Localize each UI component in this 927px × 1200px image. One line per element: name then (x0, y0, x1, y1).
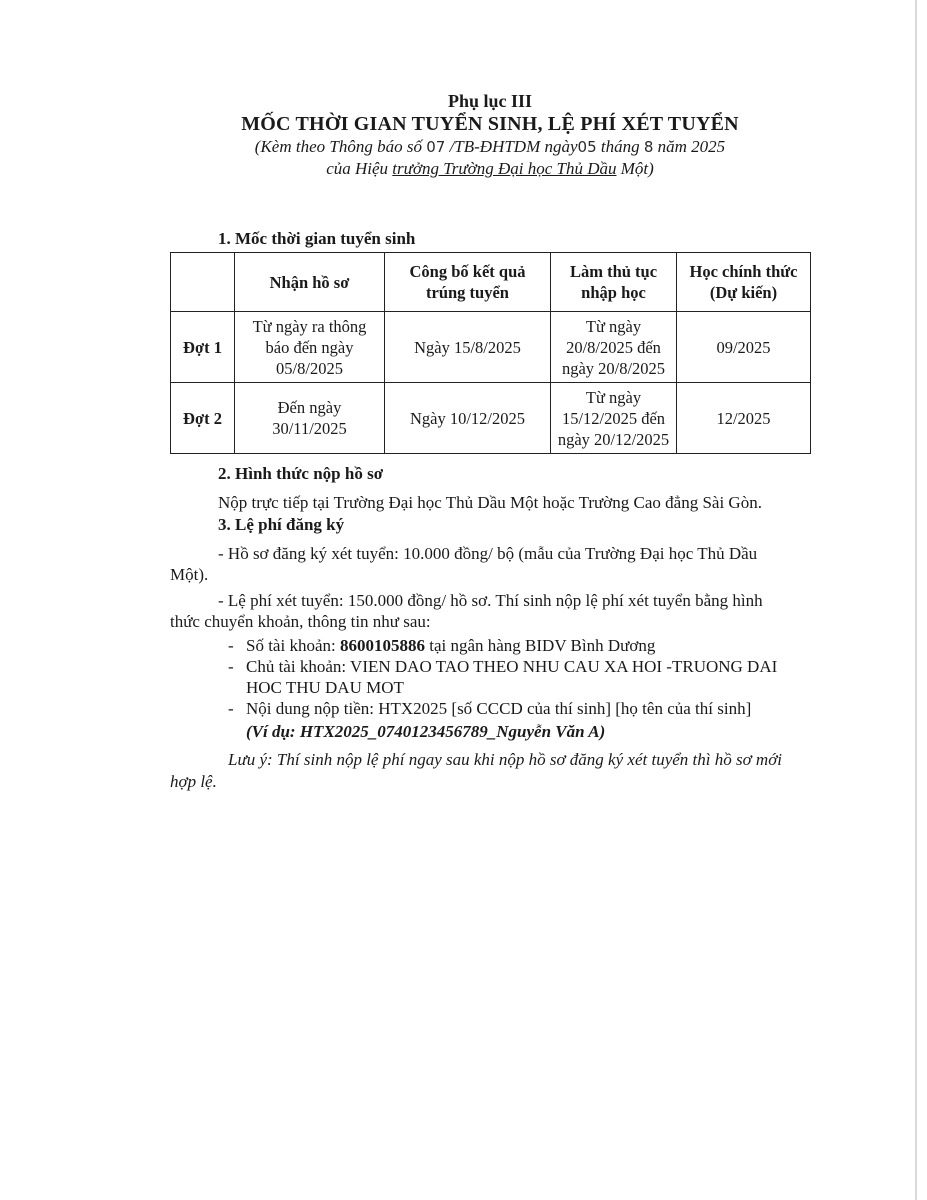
main-title: MỐC THỜI GIAN TUYỂN SINH, LỆ PHÍ XÉT TUYỂN (241, 113, 739, 135)
start-cell: 09/2025 (677, 312, 811, 383)
receive-cell: Từ ngày ra thông báo đến ngày 05/8/2025 (235, 312, 385, 383)
fee-exam-line-1: - Lệ phí xét tuyển: 150.000 đồng/ hồ sơ. Thí sinh nộp lệ phí xét tuyển bằng hình (218, 591, 763, 610)
issuer-line (160, 158, 820, 179)
announce-cell: Ngày 10/12/2025 (385, 383, 551, 454)
handwritten-day: 05 (577, 138, 597, 156)
start-cell: 12/2025 (677, 383, 811, 454)
header-cell-round (171, 253, 235, 312)
header-cell-enroll: Làm thủ tục nhập học (551, 253, 677, 312)
bullet-dash: - (228, 699, 234, 718)
account-label: Số tài khoản: (246, 636, 340, 655)
attach-month-label: tháng (596, 137, 644, 156)
fee-form-line-2: Một). (170, 565, 209, 584)
payment-content: Nội dung nộp tiền: HTX2025 [số CCCD của thí sinh] [họ tên của thí sinh] (246, 699, 752, 718)
bullet-dash: - (228, 636, 234, 655)
document-header (160, 90, 820, 179)
account-number: 8600105886 (339, 636, 425, 655)
issuer-prefix: của Hiệu (326, 159, 393, 178)
fee-exam-line-2: thức chuyển khoản, thông tin như sau: (170, 612, 431, 631)
issuer-suffix: Một) (616, 159, 654, 178)
header-cell-start: Học chính thức (Dự kiến) (677, 253, 811, 312)
handwritten-number: 07 (426, 138, 446, 156)
list-item (228, 635, 818, 656)
table-row (171, 312, 811, 383)
round-cell: Đợt 1 (171, 312, 235, 383)
header-cell-announce: Công bố kết quả trúng tuyển (385, 253, 551, 312)
enroll-cell: Từ ngày 15/12/2025 đến ngày 20/12/2025 (551, 383, 677, 454)
payment-example: (Ví dụ: HTX2025_0740123456789_Nguyễn Văn A) (246, 722, 606, 741)
announce-cell: Ngày 15/8/2025 (385, 312, 551, 383)
timeline-table (170, 252, 811, 454)
handwritten-month: 8 (643, 138, 654, 156)
account-holder-line-1: Chủ tài khoản: VIEN DAO TAO THEO NHU CAU XA HOI -TRUONG DAI (246, 657, 778, 676)
list-item (228, 698, 818, 719)
receive-cell: Đến ngày 30/11/2025 (235, 383, 385, 454)
attach-prefix: (Kèm theo Thông báo số (254, 137, 427, 156)
section-3-heading: 3. Lệ phí đăng ký (218, 515, 345, 534)
table-header-row (171, 253, 811, 312)
table-row (171, 383, 811, 454)
attach-code: /TB-ĐHTDM ngày (445, 137, 578, 156)
header-cell-receive: Nhận hồ sơ (235, 253, 385, 312)
note-line-2: hợp lệ. (170, 772, 217, 791)
issuer-underlined: trưởng Trường Đại học Thủ Dầu (392, 159, 617, 178)
round-cell: Đợt 2 (171, 383, 235, 454)
attachment-line (160, 136, 820, 158)
account-bank: tại ngân hàng BIDV Bình Dương (424, 636, 656, 655)
section-2-text: Nộp trực tiếp tại Trường Đại học Thủ Dầu Một hoặc Trường Cao đẳng Sài Gòn. (218, 493, 762, 512)
section-2-heading: 2. Hình thức nộp hồ sơ (218, 464, 384, 483)
note-line-1: Lưu ý: Thí sinh nộp lệ phí ngay sau khi nộp hồ sơ đăng ký xét tuyển thì hồ sơ mới (228, 750, 782, 769)
account-holder-line-2: HOC THU DAU MOT (246, 678, 404, 697)
fee-form-line-1: - Hồ sơ đăng ký xét tuyển: 10.000 đồng/ bộ (mẫu của Trường Đại học Thủ Dầu (218, 544, 758, 563)
section-1-heading: 1. Mốc thời gian tuyển sinh (218, 229, 416, 248)
list-item (228, 656, 818, 698)
scan-edge (915, 0, 917, 1200)
payment-info-list (228, 635, 818, 719)
bullet-dash: - (228, 657, 234, 676)
enroll-cell: Từ ngày 20/8/2025 đến ngày 20/8/2025 (551, 312, 677, 383)
attach-year: năm 2025 (653, 137, 726, 156)
appendix-title: Phụ lục III (447, 91, 533, 111)
